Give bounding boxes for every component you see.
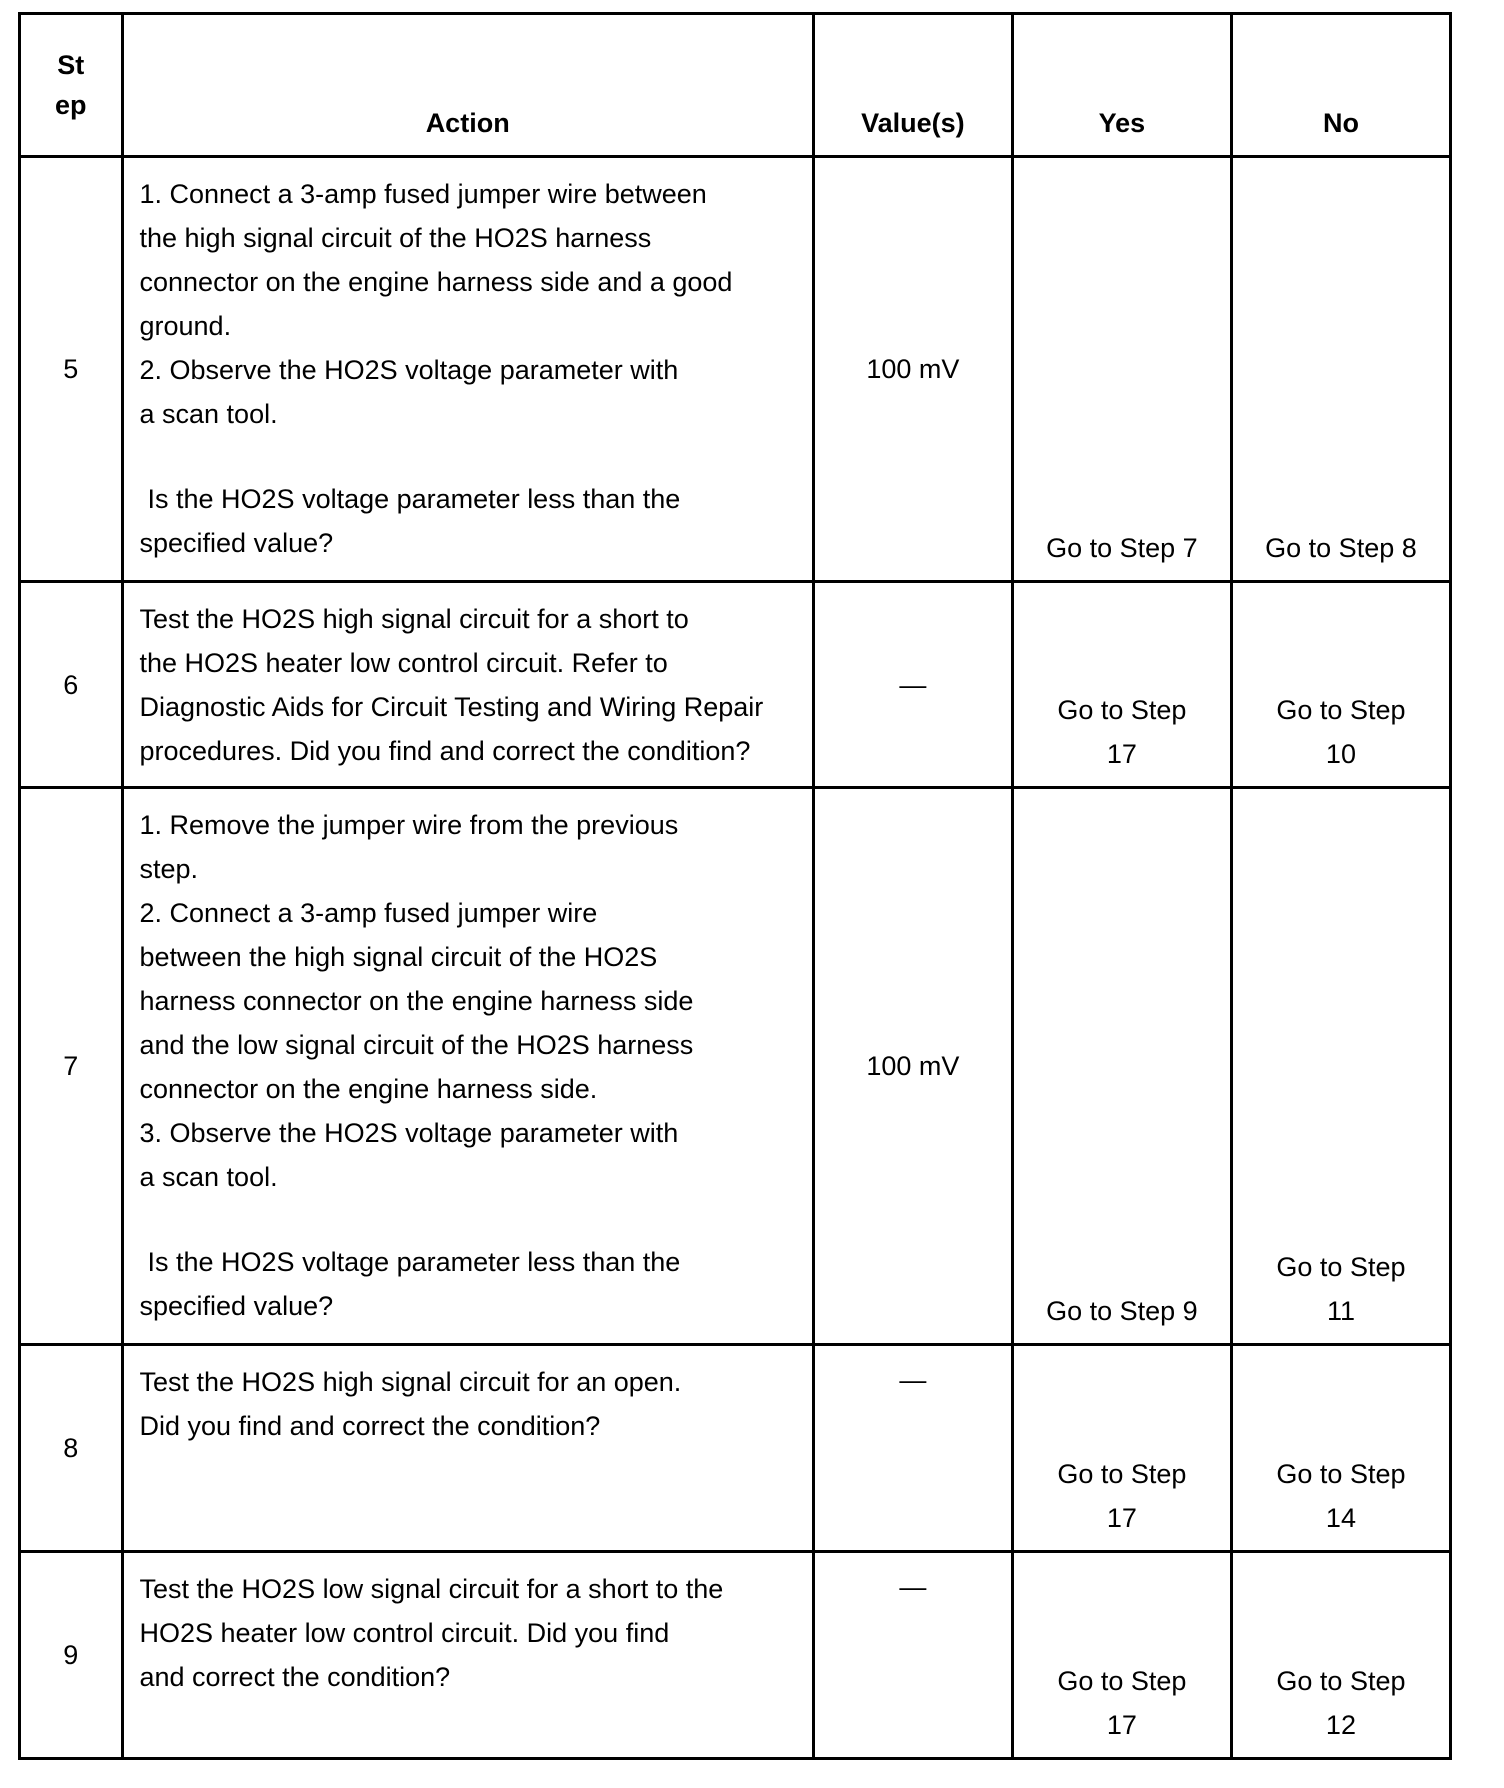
yes-cell bbox=[1012, 157, 1231, 582]
step-number: 8 bbox=[20, 1345, 123, 1552]
table-row bbox=[20, 788, 1451, 1345]
no-goto: Go to Step bbox=[1276, 1459, 1406, 1489]
action-line: Test the HO2S high signal circuit for a short to bbox=[139, 604, 689, 634]
question-line: specified value? bbox=[139, 528, 334, 558]
action-line: 3. Observe the HO2S voltage parameter with bbox=[139, 1118, 679, 1148]
action-line: and correct the condition? bbox=[139, 1662, 451, 1692]
no-goto-step: 11 bbox=[1326, 1296, 1355, 1326]
action-line: 2. Observe the HO2S voltage parameter with bbox=[139, 355, 679, 385]
action-cell bbox=[122, 788, 813, 1345]
value-cell: — bbox=[813, 1552, 1012, 1759]
header-values: Value(s) bbox=[813, 14, 1012, 157]
yes-cell bbox=[1012, 582, 1231, 788]
no-goto-step: 14 bbox=[1325, 1503, 1356, 1533]
action-cell bbox=[122, 582, 813, 788]
action-line: a scan tool. bbox=[139, 1162, 278, 1192]
header-action: Action bbox=[122, 14, 813, 157]
no-goto-step: 12 bbox=[1325, 1710, 1356, 1740]
action-line: connector on the engine harness side. bbox=[139, 1074, 598, 1104]
question-line: Is the HO2S voltage parameter less than the bbox=[147, 484, 681, 514]
step-number: 9 bbox=[20, 1552, 123, 1759]
step-number: 7 bbox=[20, 788, 123, 1345]
header-no: No bbox=[1231, 14, 1450, 157]
value-cell: — bbox=[813, 582, 1012, 788]
action-line: 1. Connect a 3-amp fused jumper wire between bbox=[139, 179, 707, 209]
action-line: 1. Remove the jumper wire from the previous bbox=[139, 810, 679, 840]
diagnostic-table bbox=[18, 12, 1452, 1760]
action-cell bbox=[122, 1345, 813, 1552]
value-cell: — bbox=[813, 1345, 1012, 1552]
no-cell bbox=[1231, 157, 1450, 582]
action-line: Diagnostic Aids for Circuit Testing and Wiring Repair bbox=[139, 692, 764, 722]
yes-goto: Go to Step bbox=[1057, 1459, 1187, 1489]
header-step-line-1: St bbox=[57, 50, 85, 80]
yes-cell bbox=[1012, 1345, 1231, 1552]
action-line: between the high signal circuit of the HO2S bbox=[139, 942, 658, 972]
step-number: 5 bbox=[20, 157, 123, 582]
yes-goto: Go to Step 9 bbox=[1046, 1296, 1198, 1326]
action-line: harness connector on the engine harness side bbox=[139, 986, 694, 1016]
table-row bbox=[20, 157, 1451, 582]
step-number: 6 bbox=[20, 582, 123, 788]
no-goto: Go to Step bbox=[1276, 695, 1406, 725]
yes-cell bbox=[1012, 788, 1231, 1345]
action-line: procedures. Did you find and correct the condition? bbox=[139, 736, 751, 766]
yes-goto-step: 17 bbox=[1106, 739, 1137, 769]
no-goto: Go to Step bbox=[1276, 1252, 1406, 1282]
no-cell bbox=[1231, 788, 1450, 1345]
table-row bbox=[20, 582, 1451, 788]
question-line: Is the HO2S voltage parameter less than the bbox=[147, 1247, 681, 1277]
action-line: Did you find and correct the condition? bbox=[139, 1411, 601, 1441]
action-line: Test the HO2S high signal circuit for an open. bbox=[139, 1367, 682, 1397]
question-line: specified value? bbox=[139, 1291, 334, 1321]
action-line: connector on the engine harness side and a good bbox=[139, 267, 733, 297]
yes-goto: Go to Step bbox=[1057, 1666, 1187, 1696]
action-line: the high signal circuit of the HO2S harness bbox=[139, 223, 652, 253]
no-goto-step: 10 bbox=[1325, 739, 1356, 769]
action-line: 2. Connect a 3-amp fused jumper wire bbox=[139, 898, 598, 928]
action-line: step. bbox=[139, 854, 199, 884]
no-cell bbox=[1231, 1345, 1450, 1552]
action-line: ground. bbox=[139, 311, 232, 341]
action-line: the HO2S heater low control circuit. Refer to bbox=[139, 648, 668, 678]
header-step-line-2: ep bbox=[54, 90, 87, 120]
action-line: Test the HO2S low signal circuit for a short to the bbox=[139, 1574, 724, 1604]
action-cell bbox=[122, 1552, 813, 1759]
header-row bbox=[20, 14, 1451, 157]
no-cell bbox=[1231, 582, 1450, 788]
yes-goto-step: 17 bbox=[1106, 1503, 1137, 1533]
yes-goto-step: 17 bbox=[1106, 1710, 1137, 1740]
header-step bbox=[20, 14, 123, 157]
no-cell bbox=[1231, 1552, 1450, 1759]
action-line: a scan tool. bbox=[139, 399, 278, 429]
value-cell: 100 mV bbox=[813, 157, 1012, 582]
yes-goto: Go to Step 7 bbox=[1046, 533, 1198, 563]
header-yes: Yes bbox=[1012, 14, 1231, 157]
yes-cell bbox=[1012, 1552, 1231, 1759]
yes-goto: Go to Step bbox=[1057, 695, 1187, 725]
action-line: HO2S heater low control circuit. Did you find bbox=[139, 1618, 670, 1648]
value-cell: 100 mV bbox=[813, 788, 1012, 1345]
table-row bbox=[20, 1345, 1451, 1552]
action-cell bbox=[122, 157, 813, 582]
no-goto: Go to Step bbox=[1276, 1666, 1406, 1696]
action-line: and the low signal circuit of the HO2S harness bbox=[139, 1030, 694, 1060]
no-goto: Go to Step 8 bbox=[1265, 533, 1417, 563]
table-row bbox=[20, 1552, 1451, 1759]
